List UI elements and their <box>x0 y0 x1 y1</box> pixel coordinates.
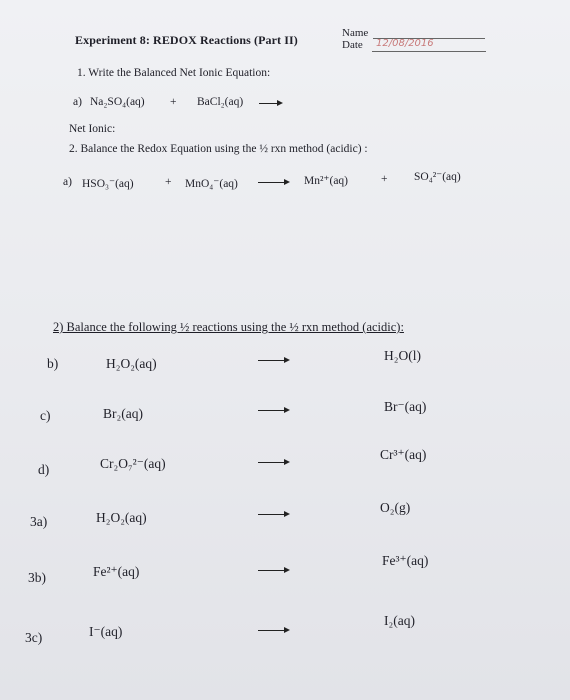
row-c-reactant: Br₂(aq) <box>103 406 143 421</box>
row-b-label: b) <box>47 356 59 371</box>
date-label: Date <box>342 39 363 51</box>
q2a-reactant-2: MnO₄⁻(aq) <box>185 178 238 190</box>
name-label: Name <box>342 27 369 39</box>
row-3b-label: 3b) <box>28 570 46 585</box>
part2-heading: 2) Balance the following ½ reactions using the ½ rxn method (acidic): <box>53 320 404 334</box>
row-3b-reactant: Fe²⁺(aq) <box>93 564 140 579</box>
row-3c-product: I₂(aq) <box>384 613 415 628</box>
date-line <box>372 51 486 52</box>
row-c-product: Br⁻(aq) <box>384 399 427 414</box>
row-3c-reactant: I⁻(aq) <box>89 624 123 639</box>
row-3a-product: O₂(g) <box>380 500 411 515</box>
q2a-arrow <box>258 182 288 183</box>
row-3a-label: 3a) <box>30 514 48 529</box>
row-d-label: d) <box>38 462 50 477</box>
q1a-reactant-1: Na₂SO₄(aq) <box>90 96 145 108</box>
q2a-plus-2: + <box>381 173 388 185</box>
row-c-arrow <box>258 410 288 411</box>
row-3c-label: 3c) <box>25 630 43 645</box>
question-2: 2. Balance the Redox Equation using the ½ rxn method (acidic) : <box>69 143 368 155</box>
row-c-label: c) <box>40 408 51 423</box>
net-ionic-label: Net Ionic: <box>69 123 116 135</box>
q2a-product-1: Mn²⁺(aq) <box>304 175 349 187</box>
q2a-reactant-1: HSO₃⁻(aq) <box>82 178 134 190</box>
q1a-plus: + <box>170 96 177 108</box>
question-1: 1. Write the Balanced Net Ionic Equation: <box>77 67 271 79</box>
row-d-product: Cr³⁺(aq) <box>380 447 427 462</box>
row-d-arrow <box>258 462 288 463</box>
row-3b-product: Fe³⁺(aq) <box>382 553 429 568</box>
row-3c-arrow <box>258 630 288 631</box>
q2a-product-2: SO₄²⁻(aq) <box>414 171 461 183</box>
row-d-reactant: Cr₂O₇²⁻(aq) <box>100 456 166 471</box>
row-3a-reactant: H₂O₂(aq) <box>96 510 147 525</box>
row-b-arrow <box>258 360 288 361</box>
date-value: 12/08/2016 <box>376 38 434 49</box>
q1a-label: a) <box>73 96 82 108</box>
q2a-label: a) <box>63 176 72 188</box>
row-3a-arrow <box>258 514 288 515</box>
row-b-reactant: H₂O₂(aq) <box>106 356 157 371</box>
row-3b-arrow <box>258 570 288 571</box>
q1a-arrow <box>259 103 281 104</box>
row-b-product: H₂O(l) <box>384 348 421 363</box>
q2a-plus-1: + <box>165 176 172 188</box>
q1a-reactant-2: BaCl₂(aq) <box>197 96 244 108</box>
worksheet-title: Experiment 8: REDOX Reactions (Part II) <box>75 33 298 47</box>
